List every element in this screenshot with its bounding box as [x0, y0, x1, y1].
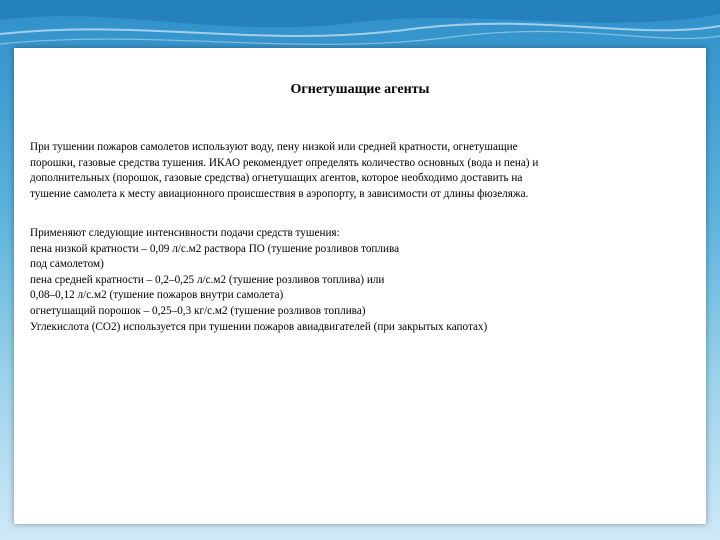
text-line: При тушении пожаров самолетов используют воду, пену низкой или средней кратности, огнетушащие: [30, 141, 518, 153]
slide-content-panel: [14, 48, 706, 524]
text-line: порошки, газовые средства тушения. ИКАО рекомендует определять количество основных (вода и пена) и: [30, 156, 539, 169]
paragraph-intensities: [30, 226, 680, 335]
text-line: пена средней кратности – 0,2–0,25 л/с.м2 (тушение розливов топлива) или: [30, 273, 385, 286]
paragraph-intro: [30, 140, 680, 202]
text-line: 0,08–0,12 л/с.м2 (тушение пожаров внутри самолета): [30, 289, 284, 302]
text-line: тушение самолета к месту авиационного происшествия в аэропорту, в зависимости от длины фюзеляжа.: [30, 187, 529, 200]
text-line: Углекислота (СО2) используется при тушении пожаров авиадвигателей (при закрытых капотах): [30, 320, 488, 333]
text-line: огнетушащий порошок – 0,25–0,3 кг/с.м2 (тушение розливов топлива): [30, 304, 366, 317]
text-line: дополнительных (порошок, газовые средства) огнетушащих агентов, которое необходимо доставить на: [30, 172, 523, 185]
slide-title: Огнетушащие агенты: [290, 82, 430, 97]
text-line: пена низкой кратности – 0,09 л/с.м2 раствора ПО (тушение розливов топлива: [30, 242, 400, 255]
text-line: под самолетом): [30, 258, 104, 271]
text-line: Применяют следующие интенсивности подачи средств тушения:: [30, 227, 340, 239]
